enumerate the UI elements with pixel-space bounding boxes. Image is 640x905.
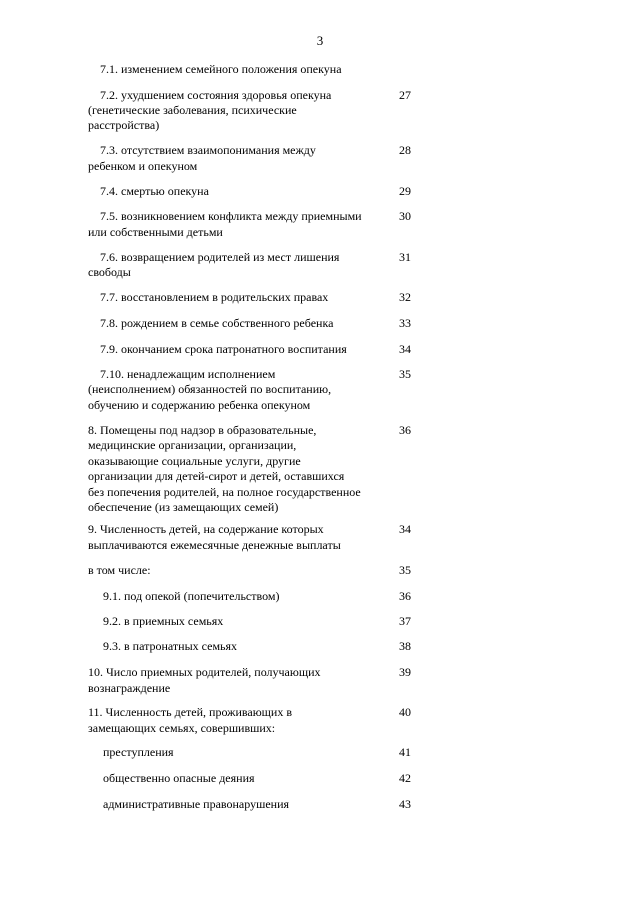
row-code: 37 [399, 614, 411, 628]
row-code: 40 [399, 705, 411, 719]
row-code: 35 [399, 367, 411, 381]
row-text: без попечения родителей, на полное государственное [88, 485, 361, 499]
page-number: 3 [316, 33, 324, 48]
row-text: 7.6. возвращением родителей из мест лишения [100, 250, 340, 264]
row-text: или собственными детьми [88, 225, 223, 239]
row-text: 10. Число приемных родителей, получающих [88, 665, 321, 679]
row-code: 35 [399, 563, 411, 577]
row-code: 36 [399, 589, 411, 603]
row-text: организации для детей-сирот и детей, оставшихся [88, 469, 345, 483]
row-text: 9. Численность детей, на содержание которых [88, 522, 324, 536]
row-code: 36 [399, 423, 411, 437]
row-text: 7.10. ненадлежащим исполнением [100, 367, 276, 381]
row-code: 28 [399, 143, 411, 157]
row-text: преступления [103, 745, 174, 759]
row-text: 7.7. восстановлением в родительских правах [100, 290, 329, 304]
row-code: 34 [399, 342, 411, 356]
row-text: 11. Численность детей, проживающих в [88, 705, 292, 719]
row-text: вознаграждение [88, 681, 171, 695]
row-text: 8. Помещены под надзор в образовательные, [88, 423, 317, 437]
row-code: 30 [399, 209, 411, 223]
row-text: в том числе: [88, 563, 151, 577]
row-code: 27 [399, 88, 411, 102]
row-text: расстройства) [88, 118, 160, 132]
row-code: 34 [399, 522, 411, 536]
row-text: 9.3. в патронатных семьях [103, 639, 238, 653]
row-text: 7.5. возникновением конфликта между приемными [100, 209, 362, 223]
row-text: 7.9. окончанием срока патронатного воспитания [100, 342, 347, 356]
row-text: ребенком и опекуном [88, 159, 198, 173]
row-text: оказывающие социальные услуги, другие [88, 454, 301, 468]
row-code: 43 [399, 797, 411, 811]
row-text: 7.8. рождением в семье собственного ребенка [100, 316, 334, 330]
row-text: медицинские организации, организации, [88, 438, 297, 452]
row-text: административные правонарушения [103, 797, 290, 811]
row-text: (генетические заболевания, психические [88, 103, 297, 117]
row-text: выплачиваются ежемесячные денежные выплаты [88, 538, 341, 552]
row-code: 33 [399, 316, 411, 330]
row-text: свободы [88, 265, 131, 279]
row-code: 32 [399, 290, 411, 304]
row-text: 7.2. ухудшением состояния здоровья опекуна [100, 88, 332, 102]
row-text: 7.4. смертью опекуна [100, 184, 209, 198]
row-text: замещающих семьях, совершивших: [88, 721, 276, 735]
row-text: (неисполнением) обязанностей по воспитанию, [88, 382, 332, 396]
row-text: 7.3. отсутствием взаимопонимания между [100, 143, 316, 157]
row-code: 38 [399, 639, 411, 653]
row-text: обучению и содержанию ребенка опекуном [88, 398, 311, 412]
row-code: 41 [399, 745, 411, 759]
row-text: 9.1. под опекой (попечительством) [103, 589, 280, 603]
row-text: общественно опасные деяния [103, 771, 255, 785]
row-code: 39 [399, 665, 411, 679]
row-code: 29 [399, 184, 411, 198]
row-code: 31 [399, 250, 411, 264]
row-text: обеспечение (из замещающих семей) [88, 500, 279, 514]
row-text: 9.2. в приемных семьях [103, 614, 224, 628]
row-code: 42 [399, 771, 411, 785]
row-text: 7.1. изменением семейного положения опекуна [100, 62, 342, 76]
